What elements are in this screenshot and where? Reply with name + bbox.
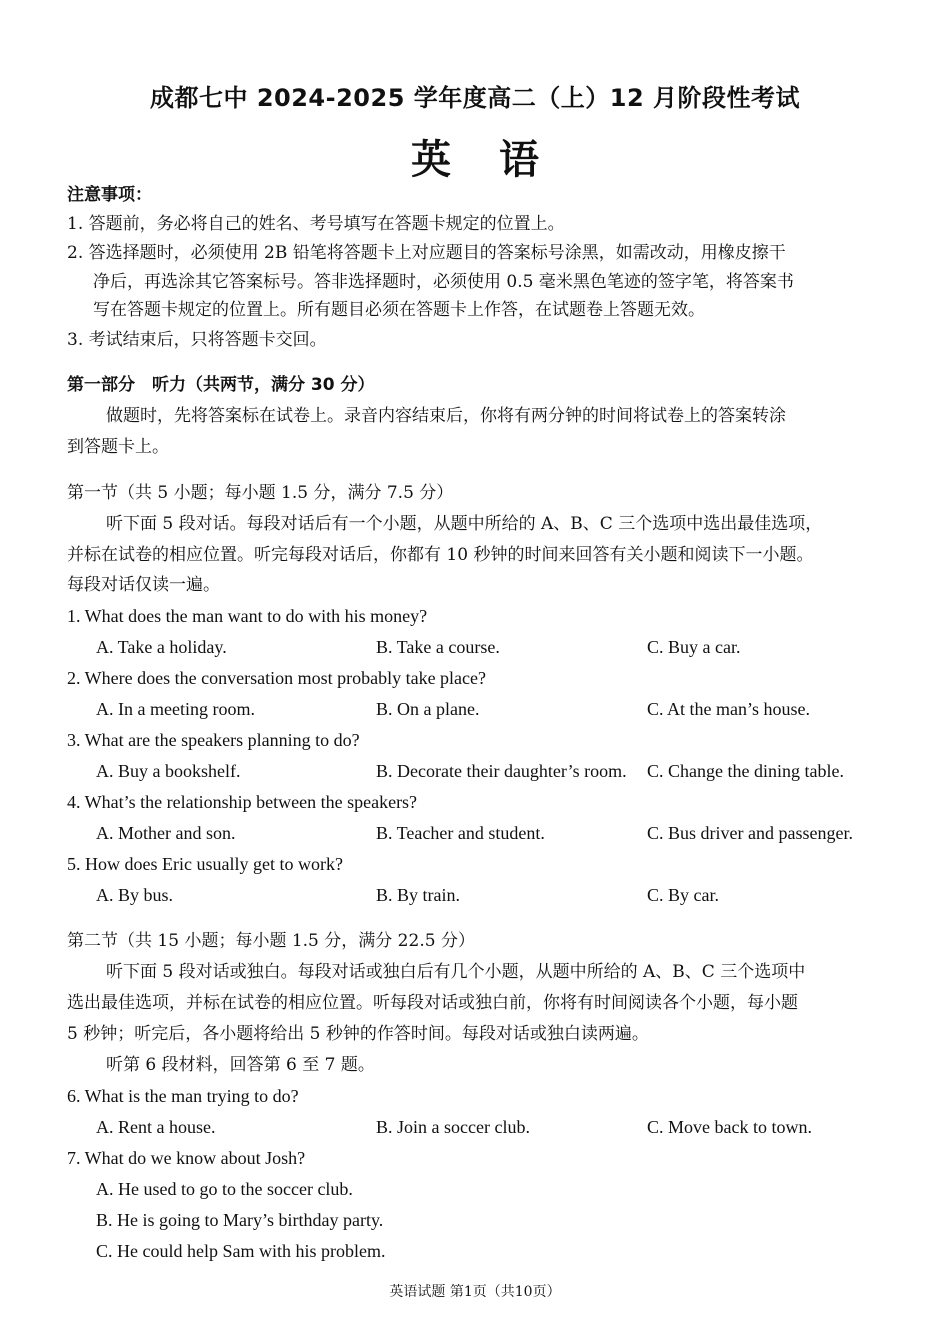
- section1-intro-2: 并标在试卷的相应位置。听完每段对话后，你都有 10 秒钟的时间来回答有关小题和阅读下一小题。: [67, 545, 814, 565]
- notice-item-2-cont-2: 写在答题卡规定的位置上。所有题目必须在答题卡上作答，在试题卷上答题无效。: [93, 300, 705, 320]
- subject-title: 英语: [411, 137, 587, 183]
- question-6-option-c: C. Move back to town.: [647, 1117, 812, 1137]
- question-5-option-b: B. By train.: [376, 885, 460, 905]
- question-5-option-c: C. By car.: [647, 885, 719, 905]
- question-2: 2. Where does the conversation most probably take place?: [67, 668, 487, 688]
- question-4-option-b: B. Teacher and student.: [376, 823, 545, 843]
- question-7-option-b: B. He is going to Mary’s birthday party.: [96, 1210, 384, 1230]
- section2-intro-2: 选出最佳选项，并标在试卷的相应位置。听每段对话或独白前，你将有时间阅读各个小题，每小题: [67, 993, 798, 1013]
- question-7: 7. What do we know about Josh?: [67, 1148, 306, 1168]
- question-1: 1. What does the man want to do with his money?: [67, 606, 428, 626]
- question-1-option-b: B. Take a course.: [376, 637, 500, 657]
- question-6: 6. What is the man trying to do?: [67, 1086, 299, 1106]
- question-2-option-b: B. On a plane.: [376, 699, 480, 719]
- question-5: 5. How does Eric usually get to work?: [67, 854, 343, 874]
- part1-intro-1: 做题时，先将答案标在试卷上。录音内容结束后，你将有两分钟的时间将试卷上的答案转涂: [106, 406, 786, 426]
- exam-title: 成都七中 2024-2025 学年度高二（上）12 月阶段性考试: [149, 84, 801, 112]
- notice-item-2-cont-1: 净后，再选涂其它答案标号。答非选择题时，必须使用 0.5 毫米黑色笔迹的签字笔，将答案书: [93, 272, 794, 292]
- question-7-option-c: C. He could help Sam with his problem.: [96, 1241, 386, 1261]
- page-footer: 英语试题 第1页（共10页）: [389, 1284, 561, 1300]
- section2-heading: 第二节（共 15 小题；每小题 1.5 分，满分 22.5 分）: [67, 931, 475, 951]
- section2-intro-1: 听下面 5 段对话或独白。每段对话或独白后有几个小题，从题中所给的 A、B、C 三个选项中: [106, 962, 806, 982]
- question-3-option-c: C. Change the dining table.: [647, 761, 844, 781]
- section1-heading: 第一节（共 5 小题；每小题 1.5 分，满分 7.5 分）: [67, 483, 454, 503]
- section1-intro-1: 听下面 5 段对话。每段对话后有一个小题，从题中所给的 A、B、C 三个选项中选出最佳选项，: [106, 514, 823, 534]
- question-4: 4. What’s the relationship between the speakers?: [67, 792, 418, 812]
- question-2-option-a: A. In a meeting room.: [96, 699, 255, 719]
- question-4-option-c: C. Bus driver and passenger.: [647, 823, 853, 843]
- part1-heading: 第一部分 听力（共两节，满分 30 分）: [67, 375, 375, 395]
- notice-item-3: 3. 考试结束后，只将答题卡交回。: [67, 330, 327, 350]
- question-4-option-a: A. Mother and son.: [96, 823, 236, 843]
- material-6-note: 听第 6 段材料，回答第 6 至 7 题。: [106, 1055, 375, 1075]
- section2-intro-3: 5 秒钟；听完后，各小题将给出 5 秒钟的作答时间。每段对话或独白读两遍。: [67, 1024, 649, 1044]
- question-1-option-c: C. Buy a car.: [647, 637, 741, 657]
- notice-item-1: 1. 答题前，务必将自己的姓名、考号填写在答题卡规定的位置上。: [67, 214, 565, 234]
- question-7-option-a: A. He used to go to the soccer club.: [96, 1179, 353, 1199]
- question-3-option-b: B. Decorate their daughter’s room.: [376, 761, 627, 781]
- question-6-option-a: A. Rent a house.: [96, 1117, 216, 1137]
- notice-item-2: 2. 答选择题时，必须使用 2B 铅笔将答题卡上对应题目的答案标号涂黑，如需改动，用橡皮擦干: [67, 243, 786, 263]
- notice-heading: 注意事项：: [67, 185, 152, 205]
- question-6-option-b: B. Join a soccer club.: [376, 1117, 530, 1137]
- question-1-option-a: A. Take a holiday.: [96, 637, 227, 657]
- question-3: 3. What are the speakers planning to do?: [67, 730, 360, 750]
- question-5-option-a: A. By bus.: [96, 885, 174, 905]
- question-2-option-c: C. At the man’s house.: [647, 699, 810, 719]
- section1-intro-3: 每段对话仅读一遍。: [67, 575, 220, 595]
- part1-intro-2: 到答题卡上。: [67, 437, 169, 457]
- question-3-option-a: A. Buy a bookshelf.: [96, 761, 241, 781]
